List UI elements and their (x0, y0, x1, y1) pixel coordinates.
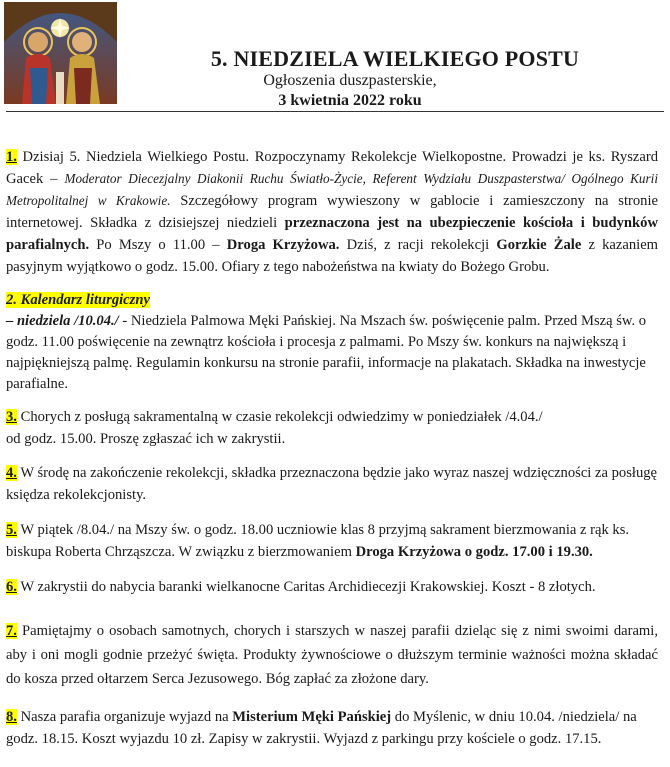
announcement-8: 8. Nasza parafia organizuje wyjazd na Misterium Męki Pańskiej do Myślenic, w dniu 10.04. /niedziela/ na godz. 18.15. Koszt wyjazdu 10 zł. Zapisy w zakrystii. Wyjazd z parkingu przy kościele o godz. 17.15. (6, 709, 637, 747)
page-title: 5. NIEDZIELA WIELKIEGO POSTU (210, 46, 580, 71)
item-number: 1. (6, 149, 17, 165)
subtitle: Ogłoszenia duszpasterskie, (263, 72, 437, 89)
item-number: 3. (6, 409, 17, 425)
announcements (6, 146, 658, 750)
date: 3 kwietnia 2022 roku (278, 92, 422, 109)
item-number: 5. (6, 522, 17, 538)
header-divider (6, 111, 664, 112)
announcement-3: 3. Chorych z posługą sakramentalną w czasie rekolekcji odwiedzimy w poniedziałek /4.04./ od godz. 15.00. Proszę zgłaszać ich w zakrystii. (6, 409, 543, 447)
item-number: 6. (6, 579, 17, 595)
announcement-1: 1. Dzisiaj 5. Niedziela Wielkiego Postu. Rozpoczynamy Rekolekcje Wielkopostne. Prowadzi je ks. Ryszard Gacek – Moderator Diecezjalny Diakonii Ruchu Światło-Życie, Referent Wydziału Duszpasterstwa/ Ogólnego Kurii Metropolitalnej w Krakowie. Szczegółowy program wywieszony w gablocie i zamieszczony na stronie internetowej. Składka z dzisiejszej niedzieli przeznaczona jest na ubezpieczenie kościoła i budynków parafialnych. Po Mszy o 11.00 – Droga Krzyżowa. Dziś, z racji rekolekcji Gorzkie Żale z kazaniem pasyjnym wyjątkowo o godz. 15.00. Ofiary z tego nabożeństwa na kwiaty do Bożego Grobu. (6, 149, 659, 275)
section-heading: 2. Kalendarz liturgiczny (6, 292, 150, 308)
announcement-7: 7. Pamiętajmy o osobach samotnych, chorych i starszych w naszej parafii dzieląc się z nimi swoimi darami, aby i oni mogli godnie przeżyć święta. Produkty żywnościowe o dłuższym terminie ważności można składać do kosza przed ołtarzem Serca Jezusowego. Bóg zapłać za złożone dary. (6, 623, 658, 687)
item-number: 7. (6, 623, 17, 639)
announcement-6: 6. W zakrystii do nabycia baranki wielkanocne Caritas Archidiecezji Krakowskiej. Koszt - 8 złotych. (6, 579, 596, 595)
item-number: 4. (6, 465, 17, 481)
announcement-4: 4. W środę na zakończenie rekolekcji, składka przeznaczona będzie jako wyraz naszej wdzięczności za posługę księdza rekolekcjonisty. (6, 465, 658, 503)
header (0, 0, 670, 112)
item-number: 8. (6, 709, 17, 725)
religious-painting-icon (4, 2, 117, 104)
announcement-2: 2. Kalendarz liturgiczny – niedziela /10.04./ - Niedziela Palmowa Męki Pańskiej. Na Mszach św. poświęcenie palm. Przed Mszą św. o godz. 11.00 poświęcenie na zewnątrz kościoła i procesja z palmami. Po Mszy św. konkurs na największą i najpiękniejszą palmę. Regulamin konkursu na stronie parafii, informacje na plakatach. Składka na inwestycje parafialne. (6, 292, 647, 392)
announcement-5: 5. W piątek /8.04./ na Mszy św. o godz. 18.00 uczniowie klas 8 przyjmą sakrament bierzmowania z rąk ks. biskupa Roberta Chrząszcza. W związku z bierzmowaniem Droga Krzyżowa o godz. 17.00 i 19.30. (6, 522, 630, 560)
